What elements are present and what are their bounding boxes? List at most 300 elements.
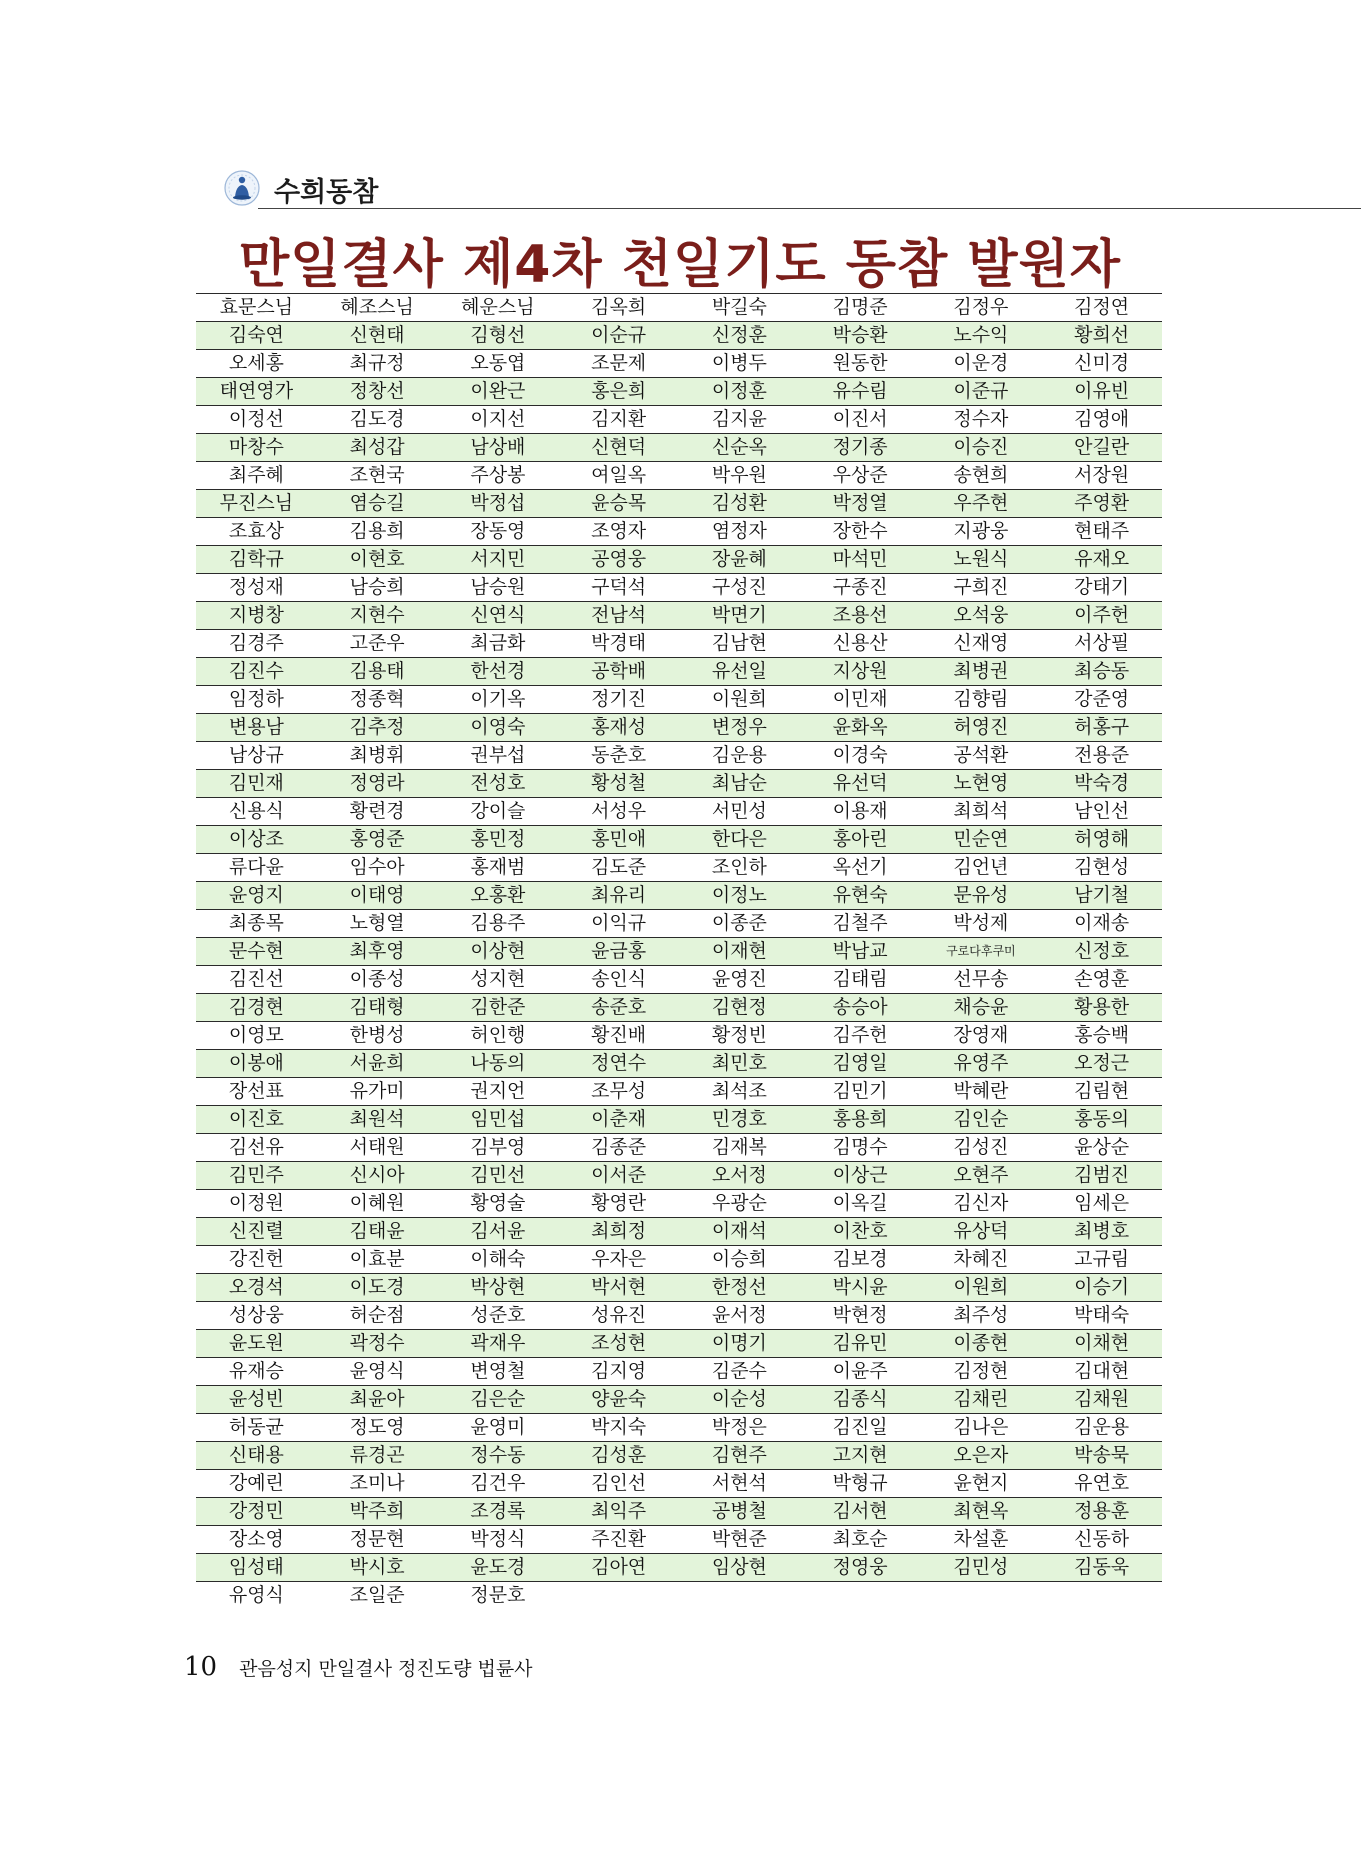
name-cell: 장소영 [196,1526,317,1554]
name-cell: 김현주 [679,1442,800,1470]
name-cell: 허영진 [921,714,1042,742]
table-row [196,1022,1162,1050]
name-cell: 박현정 [800,1302,921,1330]
table-row [196,490,1162,518]
name-cell: 유수림 [800,378,921,406]
name-cell: 나동의 [438,1050,559,1078]
name-cell: 조용선 [800,602,921,630]
table-row [196,1162,1162,1190]
name-cell: 홍민애 [558,826,679,854]
name-cell: 홍재범 [438,854,559,882]
name-cell: 정기종 [800,434,921,462]
name-cell: 우광순 [679,1190,800,1218]
name-cell: 남기철 [1041,882,1162,910]
table-row [196,714,1162,742]
name-cell: 김대현 [1041,1358,1162,1386]
name-cell: 박우원 [679,462,800,490]
name-cell: 노현영 [921,770,1042,798]
table-row [196,742,1162,770]
name-cell: 장한수 [800,518,921,546]
name-cell: 김채린 [921,1386,1042,1414]
name-cell: 임민섭 [438,1106,559,1134]
table-row [196,574,1162,602]
name-cell: 송준호 [558,994,679,1022]
name-cell: 곽재우 [438,1330,559,1358]
name-cell: 원동한 [800,350,921,378]
name-cell: 구종진 [800,574,921,602]
name-cell: 윤서정 [679,1302,800,1330]
name-cell: 강예린 [196,1470,317,1498]
name-cell: 윤영식 [317,1358,438,1386]
table-row [196,1582,1162,1610]
name-cell: 홍은희 [558,378,679,406]
name-cell: 이운경 [921,350,1042,378]
name-cell: 김용희 [317,518,438,546]
name-cell: 김운용 [1041,1414,1162,1442]
name-cell: 윤영미 [438,1414,559,1442]
name-cell: 김경주 [196,630,317,658]
name-cell: 최승동 [1041,658,1162,686]
name-cell: 김향림 [921,686,1042,714]
footer-text: 관음성지 만일결사 정진도량 법륜사 [239,1658,533,1680]
name-cell: 이승기 [1041,1274,1162,1302]
table-row [196,546,1162,574]
name-cell: 박서현 [558,1274,679,1302]
table-row [196,1330,1162,1358]
name-cell: 최주혜 [196,462,317,490]
name-cell: 변용남 [196,714,317,742]
name-cell: 류경곤 [317,1442,438,1470]
name-cell: 김정현 [921,1358,1042,1386]
name-cell: 문수현 [196,938,317,966]
name-cell: 황진배 [558,1022,679,1050]
name-cell: 노형열 [317,910,438,938]
name-cell: 조무성 [558,1078,679,1106]
name-cell: 이윤주 [800,1358,921,1386]
name-cell: 오세홍 [196,350,317,378]
table-row [196,1526,1162,1554]
name-cell: 강진헌 [196,1246,317,1274]
name-cell: 홍재성 [558,714,679,742]
name-cell: 우상준 [800,462,921,490]
name-cell: 이종준 [679,910,800,938]
table-row [196,938,1162,966]
name-cell: 이익규 [558,910,679,938]
name-cell: 최후영 [317,938,438,966]
name-cell: 유연호 [1041,1470,1162,1498]
name-cell: 김진수 [196,658,317,686]
name-cell: 이진서 [800,406,921,434]
name-cell: 김운용 [679,742,800,770]
name-cell: 이승진 [921,434,1042,462]
name-cell: 전남석 [558,602,679,630]
name-cell: 김범진 [1041,1162,1162,1190]
name-cell: 최성갑 [317,434,438,462]
name-cell: 김영일 [800,1050,921,1078]
table-row [196,966,1162,994]
name-cell: 남상배 [438,434,559,462]
name-cell: 김남현 [679,630,800,658]
name-cell: 최병휘 [317,742,438,770]
name-cell: 김동욱 [1041,1554,1162,1582]
table-row [196,686,1162,714]
table-row [196,1246,1162,1274]
name-cell: 임수아 [317,854,438,882]
name-cell: 무진스님 [196,490,317,518]
name-cell: 이종현 [921,1330,1042,1358]
table-row [196,378,1162,406]
name-cell: 황영술 [438,1190,559,1218]
name-cell [679,1582,800,1610]
name-cell: 박지숙 [558,1414,679,1442]
name-cell: 이정선 [196,406,317,434]
name-cell: 오홍환 [438,882,559,910]
name-cell: 전성호 [438,770,559,798]
name-cell: 김경현 [196,994,317,1022]
name-cell: 윤현지 [921,1470,1042,1498]
name-cell: 허홍구 [1041,714,1162,742]
name-cell: 김옥희 [558,294,679,322]
table-row [196,1498,1162,1526]
name-cell: 최윤아 [317,1386,438,1414]
name-cell: 최병권 [921,658,1042,686]
name-cell: 신시아 [317,1162,438,1190]
name-cell: 김현성 [1041,854,1162,882]
table-row [196,350,1162,378]
name-cell: 이정노 [679,882,800,910]
name-cell: 노수익 [921,322,1042,350]
name-cell: 박남교 [800,938,921,966]
name-cell: 조효상 [196,518,317,546]
name-cell: 최유리 [558,882,679,910]
name-cell: 고지현 [800,1442,921,1470]
table-row [196,1218,1162,1246]
name-cell: 김언년 [921,854,1042,882]
table-row [196,1554,1162,1582]
table-row [196,1190,1162,1218]
name-cell: 이지선 [438,406,559,434]
name-cell: 김명수 [800,1134,921,1162]
name-cell: 이기옥 [438,686,559,714]
name-cell: 박숙경 [1041,770,1162,798]
name-cell: 이재현 [679,938,800,966]
name-cell: 정문현 [317,1526,438,1554]
name-cell: 박경태 [558,630,679,658]
name-cell: 정성재 [196,574,317,602]
name-cell: 공학배 [558,658,679,686]
name-cell: 김숙연 [196,322,317,350]
name-cell: 박태숙 [1041,1302,1162,1330]
name-cell: 김나은 [921,1414,1042,1442]
table-row [196,1358,1162,1386]
table-row [196,518,1162,546]
name-cell: 오서정 [679,1162,800,1190]
name-cell: 서윤희 [317,1050,438,1078]
name-cell: 강이슬 [438,798,559,826]
name-cell: 옥선기 [800,854,921,882]
name-cell: 채승윤 [921,994,1042,1022]
name-cell: 이진호 [196,1106,317,1134]
name-cell: 이순성 [679,1386,800,1414]
name-cell: 공병철 [679,1498,800,1526]
buddha-emblem-icon [222,168,262,208]
section-title: 수희동참 [274,177,379,208]
name-cell: 윤영진 [679,966,800,994]
name-cell: 최희정 [558,1218,679,1246]
name-cell: 장영재 [921,1022,1042,1050]
name-cell: 김학규 [196,546,317,574]
name-cell: 성상웅 [196,1302,317,1330]
name-cell: 황용한 [1041,994,1162,1022]
name-cell: 이재석 [679,1218,800,1246]
name-cell: 이효분 [317,1246,438,1274]
name-cell: 이승희 [679,1246,800,1274]
table-row [196,630,1162,658]
name-cell: 신재영 [921,630,1042,658]
name-cell: 김건우 [438,1470,559,1498]
name-cell: 김성환 [679,490,800,518]
name-cell: 김준수 [679,1358,800,1386]
name-cell: 성유진 [558,1302,679,1330]
table-row [196,798,1162,826]
name-cell: 조인하 [679,854,800,882]
page-title: 만일결사 제4차 천일기도 동참 발원자 [238,235,1122,295]
name-cell: 혜조스님 [317,294,438,322]
table-row [196,1302,1162,1330]
name-cell [558,1582,679,1610]
name-cell: 윤영지 [196,882,317,910]
name-cell: 김영애 [1041,406,1162,434]
name-cell: 유재오 [1041,546,1162,574]
name-cell: 신용식 [196,798,317,826]
name-cell: 최규정 [317,350,438,378]
name-cell: 윤화옥 [800,714,921,742]
name-cell: 정수동 [438,1442,559,1470]
name-cell: 김정연 [1041,294,1162,322]
name-cell: 염승길 [317,490,438,518]
name-cell: 이원희 [921,1274,1042,1302]
name-cell: 송승아 [800,994,921,1022]
name-cell: 양윤숙 [558,1386,679,1414]
name-cell: 박승환 [800,322,921,350]
name-cell: 임세은 [1041,1190,1162,1218]
name-cell: 이춘재 [558,1106,679,1134]
name-cell: 장선표 [196,1078,317,1106]
name-cell: 이완근 [438,378,559,406]
name-cell: 김은순 [438,1386,559,1414]
name-cell: 김태윤 [317,1218,438,1246]
name-cell: 이종성 [317,966,438,994]
table-row [196,1134,1162,1162]
name-cell: 김종준 [558,1134,679,1162]
name-cell [1041,1582,1162,1610]
table-row [196,826,1162,854]
name-cell: 이옥길 [800,1190,921,1218]
name-cell: 유가미 [317,1078,438,1106]
name-cell: 지광웅 [921,518,1042,546]
name-cell: 마창수 [196,434,317,462]
name-cell: 박길숙 [679,294,800,322]
page-number: 10 [184,1652,218,1682]
name-cell: 변정우 [679,714,800,742]
name-cell: 차설훈 [921,1526,1042,1554]
name-cell: 박상현 [438,1274,559,1302]
table-row [196,1470,1162,1498]
name-cell: 공영웅 [558,546,679,574]
name-cell: 김진선 [196,966,317,994]
name-cell: 최주성 [921,1302,1042,1330]
name-cell: 김부영 [438,1134,559,1162]
name-cell: 박혜란 [921,1078,1042,1106]
name-cell: 노원식 [921,546,1042,574]
name-cell: 선무송 [921,966,1042,994]
name-cell: 주진환 [558,1526,679,1554]
name-cell: 이민재 [800,686,921,714]
name-cell: 김서현 [800,1498,921,1526]
name-cell: 최희석 [921,798,1042,826]
name-cell: 동춘호 [558,742,679,770]
name-cell: 손영훈 [1041,966,1162,994]
name-cell: 서민성 [679,798,800,826]
name-cell: 이서준 [558,1162,679,1190]
name-cell: 박현준 [679,1526,800,1554]
name-cell: 남승희 [317,574,438,602]
name-cell: 김성훈 [558,1442,679,1470]
name-cell: 김태림 [800,966,921,994]
name-cell: 최익주 [558,1498,679,1526]
name-cell: 송현희 [921,462,1042,490]
name-cell: 주상봉 [438,462,559,490]
page-footer [184,1652,533,1682]
name-cell: 김한준 [438,994,559,1022]
name-cell: 정도영 [317,1414,438,1442]
name-cell: 최호순 [800,1526,921,1554]
name-cell: 이해숙 [438,1246,559,1274]
table-row [196,1442,1162,1470]
name-cell: 윤성빈 [196,1386,317,1414]
name-cell: 정용훈 [1041,1498,1162,1526]
section-header [222,164,1361,214]
name-cell: 김민기 [800,1078,921,1106]
name-cell: 이유빈 [1041,378,1162,406]
name-cell: 이채현 [1041,1330,1162,1358]
name-cell: 조영자 [558,518,679,546]
name-cell: 이상조 [196,826,317,854]
name-cell: 신태용 [196,1442,317,1470]
table-row [196,462,1162,490]
name-cell: 구희진 [921,574,1042,602]
name-cell: 정영웅 [800,1554,921,1582]
name-cell: 서상필 [1041,630,1162,658]
name-cell: 마석민 [800,546,921,574]
name-cell: 김서윤 [438,1218,559,1246]
name-cell: 강태기 [1041,574,1162,602]
name-cell: 임상현 [679,1554,800,1582]
name-cell: 김인순 [921,1106,1042,1134]
name-cell: 김도경 [317,406,438,434]
name-cell: 김종식 [800,1386,921,1414]
name-cell: 현태주 [1041,518,1162,546]
name-cell: 홍아린 [800,826,921,854]
name-cell: 한선경 [438,658,559,686]
name-cell: 류다윤 [196,854,317,882]
name-cell: 신정호 [1041,938,1162,966]
name-cell: 박시호 [317,1554,438,1582]
name-cell: 홍동의 [1041,1106,1162,1134]
name-cell: 조일준 [349,1584,405,1606]
name-cell: 최병호 [1041,1218,1162,1246]
section-divider [258,208,1361,209]
name-cell: 구성진 [679,574,800,602]
name-cell: 서장원 [1041,462,1162,490]
name-cell: 오경석 [196,1274,317,1302]
name-cell [800,1582,921,1610]
name-cell: 이상현 [438,938,559,966]
name-cell: 신진렬 [196,1218,317,1246]
name-cell: 김명준 [800,294,921,322]
table-row [196,770,1162,798]
name-cell: 조미나 [317,1470,438,1498]
name-cell: 이준규 [921,378,1042,406]
table-row [196,434,1162,462]
name-cell: 유선일 [679,658,800,686]
name-cell: 정창선 [317,378,438,406]
name-cell: 남인선 [1041,798,1162,826]
name-cell: 황영란 [558,1190,679,1218]
name-cell [921,1582,1042,1610]
name-cell: 김현정 [679,994,800,1022]
participant-name-table [196,293,1162,1609]
table-row [196,294,1162,322]
name-cell: 김형선 [438,322,559,350]
name-cell: 민경호 [679,1106,800,1134]
table-row [196,1050,1162,1078]
name-cell: 한다은 [679,826,800,854]
name-cell: 김민재 [196,770,317,798]
name-cell: 황련경 [317,798,438,826]
name-cell: 우주현 [921,490,1042,518]
name-cell: 신순옥 [679,434,800,462]
name-cell: 정문호 [470,1584,526,1606]
name-cell: 유현숙 [800,882,921,910]
name-cell: 최원석 [317,1106,438,1134]
table-row [196,1078,1162,1106]
name-cell: 오은자 [921,1442,1042,1470]
name-cell: 이순규 [558,322,679,350]
name-cell: 이도경 [317,1274,438,1302]
name-cell: 이현호 [317,546,438,574]
name-cell: 임성태 [196,1554,317,1582]
name-cell: 곽정수 [317,1330,438,1358]
name-cell: 이태영 [317,882,438,910]
name-cell: 서성우 [558,798,679,826]
table-row [196,882,1162,910]
name-cell: 정영라 [317,770,438,798]
name-cell: 조성현 [558,1330,679,1358]
name-cell: 조현국 [317,462,438,490]
name-cell: 이봉애 [196,1050,317,1078]
name-cell: 홍승백 [1041,1022,1162,1050]
name-cell: 이찬호 [800,1218,921,1246]
table-row [196,658,1162,686]
name-cell: 허인행 [438,1022,559,1050]
name-cell: 김정우 [921,294,1042,322]
name-cell: 황정빈 [679,1022,800,1050]
name-cell: 김림현 [1041,1078,1162,1106]
name-cell: 우자은 [558,1246,679,1274]
name-cell: 황성철 [558,770,679,798]
name-cell: 구덕석 [558,574,679,602]
